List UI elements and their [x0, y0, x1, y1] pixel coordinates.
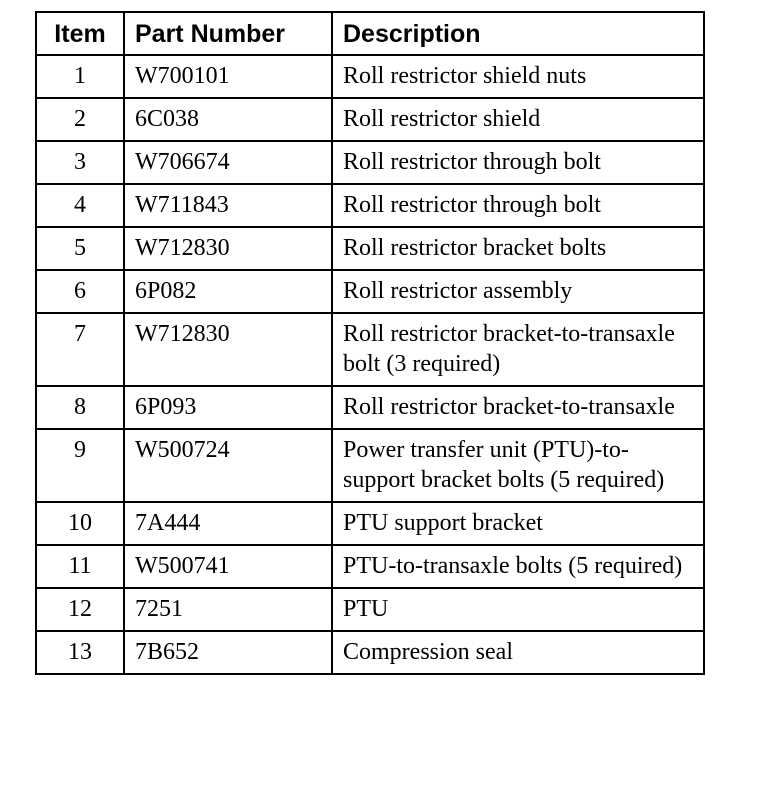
table-row: [36, 429, 704, 502]
table-row: [36, 502, 704, 545]
header-row: [36, 12, 704, 55]
cell-item: 12: [36, 588, 124, 631]
cell-part-number: W712830: [124, 227, 332, 270]
cell-item: 13: [36, 631, 124, 674]
cell-description: Roll restrictor assembly: [332, 270, 704, 313]
cell-description: Power transfer unit (PTU)-to-support bracket bolts (5 required): [332, 429, 704, 502]
cell-description: Roll restrictor shield: [332, 98, 704, 141]
table-row: [36, 631, 704, 674]
cell-item: 2: [36, 98, 124, 141]
cell-description: Compression seal: [332, 631, 704, 674]
cell-item: 6: [36, 270, 124, 313]
table-row: [36, 545, 704, 588]
cell-part-number: 6C038: [124, 98, 332, 141]
cell-part-number: W500741: [124, 545, 332, 588]
cell-part-number: 6P082: [124, 270, 332, 313]
table-row: [36, 98, 704, 141]
cell-description: Roll restrictor through bolt: [332, 184, 704, 227]
table-row: [36, 386, 704, 429]
parts-table: [35, 11, 705, 675]
cell-description: PTU support bracket: [332, 502, 704, 545]
header-item: Item: [36, 12, 124, 55]
table-body: [36, 55, 704, 674]
cell-item: 5: [36, 227, 124, 270]
cell-item: 9: [36, 429, 124, 502]
cell-item: 1: [36, 55, 124, 98]
cell-item: 7: [36, 313, 124, 386]
cell-description: Roll restrictor bracket bolts: [332, 227, 704, 270]
cell-part-number: 7251: [124, 588, 332, 631]
cell-part-number: W712830: [124, 313, 332, 386]
cell-part-number: W700101: [124, 55, 332, 98]
cell-part-number: W711843: [124, 184, 332, 227]
table-row: [36, 55, 704, 98]
cell-item: 11: [36, 545, 124, 588]
cell-part-number: 6P093: [124, 386, 332, 429]
cell-description: Roll restrictor shield nuts: [332, 55, 704, 98]
table-row: [36, 227, 704, 270]
cell-part-number: 7A444: [124, 502, 332, 545]
table-row: [36, 141, 704, 184]
cell-part-number: W500724: [124, 429, 332, 502]
header-part-number: Part Number: [124, 12, 332, 55]
cell-item: 8: [36, 386, 124, 429]
table-row: [36, 588, 704, 631]
table-header: [36, 12, 704, 55]
cell-item: 4: [36, 184, 124, 227]
header-description: Description: [332, 12, 704, 55]
table-row: [36, 184, 704, 227]
cell-part-number: 7B652: [124, 631, 332, 674]
cell-description: Roll restrictor bracket-to-transaxle bolt (3 required): [332, 313, 704, 386]
cell-description: Roll restrictor through bolt: [332, 141, 704, 184]
cell-item: 10: [36, 502, 124, 545]
table-row: [36, 313, 704, 386]
cell-description: PTU: [332, 588, 704, 631]
cell-description: PTU-to-transaxle bolts (5 required): [332, 545, 704, 588]
cell-description: Roll restrictor bracket-to-transaxle: [332, 386, 704, 429]
cell-part-number: W706674: [124, 141, 332, 184]
cell-item: 3: [36, 141, 124, 184]
table-row: [36, 270, 704, 313]
